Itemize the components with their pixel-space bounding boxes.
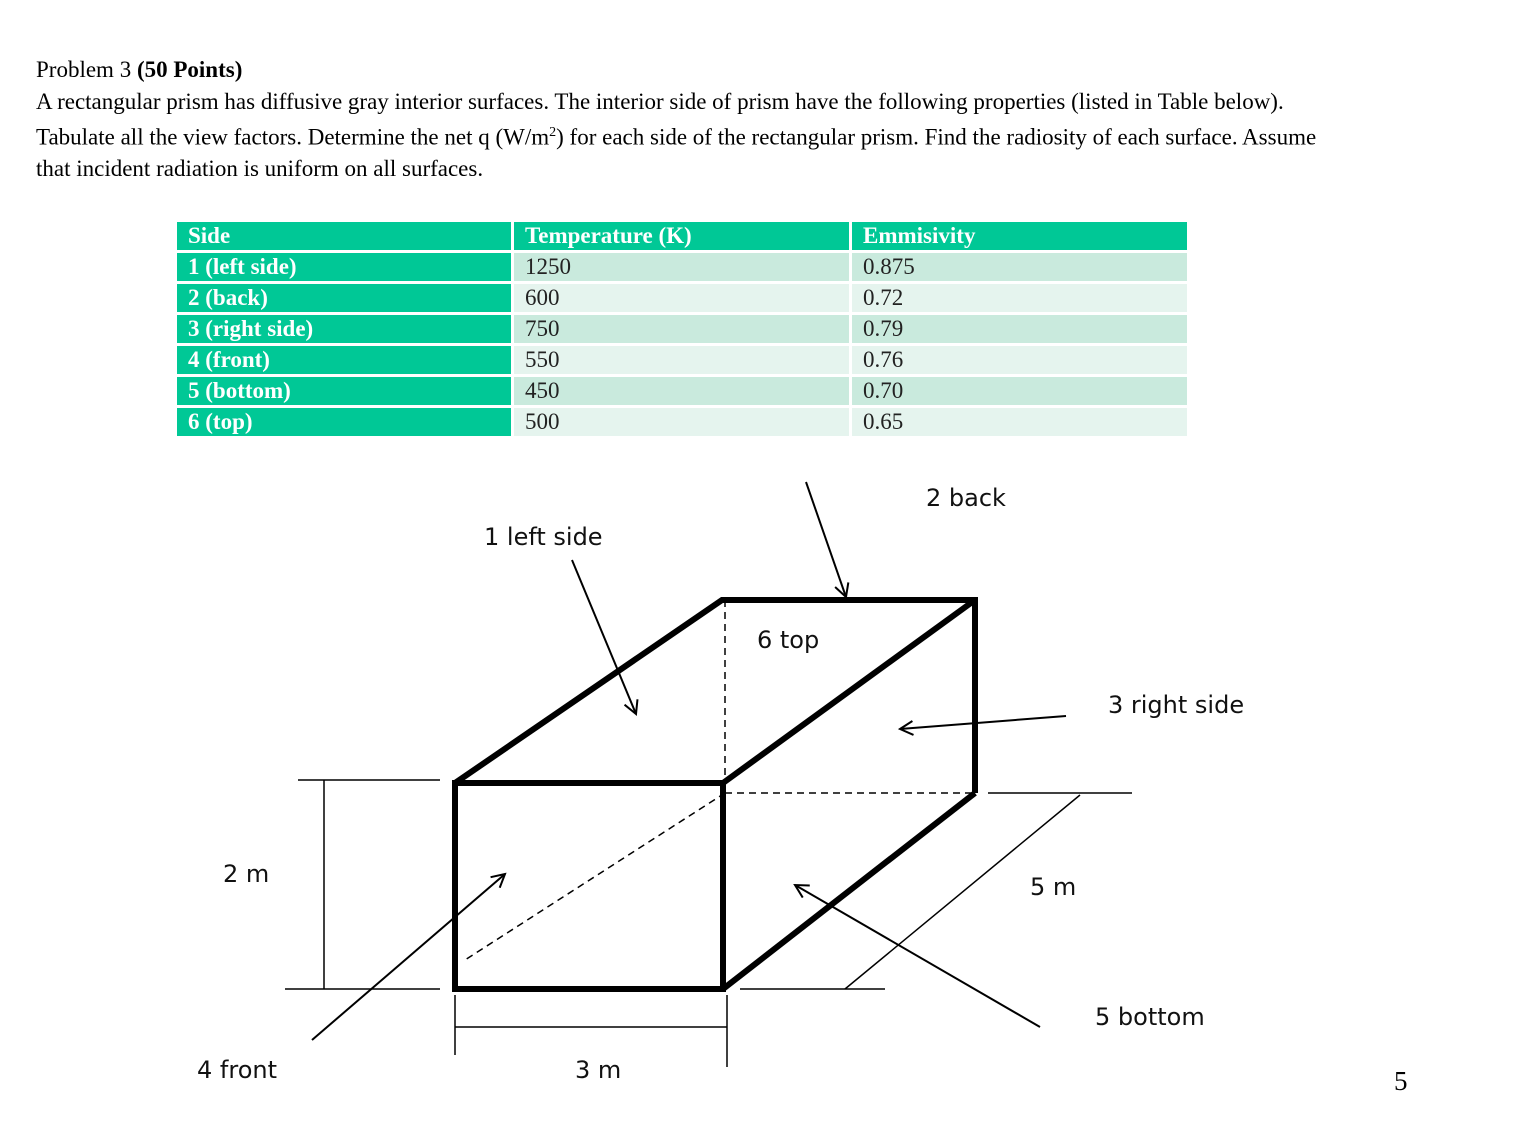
arrow-right-side — [900, 716, 1066, 729]
problem-line-2: Tabulate all the view factors. Determine the net q $(W/m^2)$ for each side of the rectangular prism. Find the radiosity of each surface. Assume — [36, 124, 1317, 150]
cell-temperature: 550 — [514, 346, 852, 377]
cell-temperature: 450 — [514, 377, 852, 408]
dimension-lines — [285, 780, 1132, 1067]
label-back: 2 back — [926, 484, 1006, 512]
hidden-edge-bottom-left — [465, 793, 725, 960]
arrow-left-side — [572, 560, 636, 714]
label-height: 2 m — [223, 860, 270, 888]
label-width: 3 m — [575, 1056, 622, 1084]
cell-side: 2 (back) — [177, 284, 514, 315]
cell-temperature: 1250 — [514, 253, 852, 284]
cell-temperature: 500 — [514, 408, 852, 439]
cell-emissivity: 0.875 — [852, 253, 1190, 284]
cell-emissivity: 0.79 — [852, 315, 1190, 346]
problem-line-3: that incident radiation is uniform on all surfaces. — [36, 156, 484, 182]
problem-title: Problem 3 (50 Points) — [36, 57, 243, 82]
header-side: Side — [177, 222, 514, 253]
cell-emissivity: 0.72 — [852, 284, 1190, 315]
cell-emissivity: 0.65 — [852, 408, 1190, 439]
arrow-front — [312, 874, 505, 1040]
page-number: 5 — [1394, 1066, 1408, 1096]
visible-edges — [455, 600, 975, 989]
cell-side: 6 (top) — [177, 408, 514, 439]
arrow-bottom — [795, 885, 1040, 1027]
header-emissivity: Emmisivity — [852, 222, 1190, 253]
cell-emissivity: 0.70 — [852, 377, 1190, 408]
label-left-side: 1 left side — [484, 523, 603, 551]
front-face-outline — [455, 783, 723, 989]
problem-line-1: A rectangular prism has diffusive gray interior surfaces. The interior side of prism have the following properties (listed in Table below). — [36, 88, 1284, 114]
arrow-back — [806, 482, 846, 597]
cell-side: 4 (front) — [177, 346, 514, 377]
label-bottom: 5 bottom — [1095, 1003, 1205, 1031]
arrows — [312, 482, 1066, 1040]
cell-temperature: 600 — [514, 284, 852, 315]
cell-side: 1 (left side) — [177, 253, 514, 284]
cell-temperature: 750 — [514, 315, 852, 346]
header-temperature: Temperature (K) — [514, 222, 852, 253]
cell-side: 5 (bottom) — [177, 377, 514, 408]
cell-emissivity: 0.76 — [852, 346, 1190, 377]
label-right-side: 3 right side — [1108, 691, 1245, 719]
bottom-right-edge — [723, 793, 975, 989]
top-back-outline — [455, 600, 975, 793]
label-front: 4 front — [197, 1056, 277, 1084]
label-depth: 5 m — [1030, 873, 1077, 901]
cell-side: 3 (right side) — [177, 315, 514, 346]
label-top: 6 top — [757, 626, 820, 654]
